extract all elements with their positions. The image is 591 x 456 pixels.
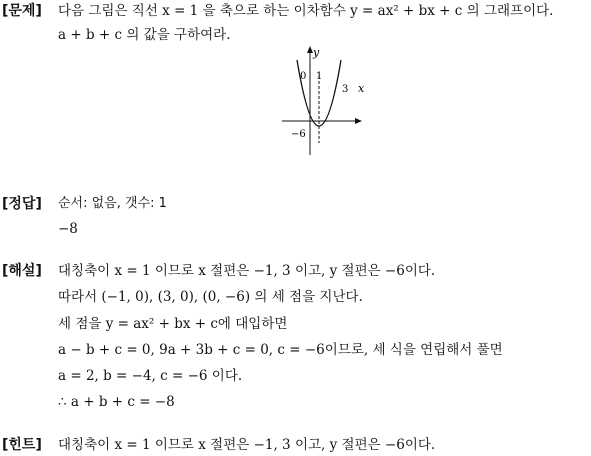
answer-line-2: −8 [58, 221, 78, 237]
parabola-graph [282, 42, 372, 157]
x-axis-arrow [355, 118, 362, 124]
x-tick-1-label: 1 [316, 71, 323, 82]
x-tick-3-label: 3 [342, 84, 349, 95]
solution-line-6: ∴ a + b + c = −8 [58, 394, 175, 410]
answer-label: [정답] [2, 196, 42, 212]
hint-label: [힌트] [2, 437, 42, 453]
x-axis-label: x [358, 82, 365, 95]
problem-label: [문제] [2, 3, 42, 19]
solution-line-3: 세 점을 y = ax² + bx + c에 대입하면 [58, 316, 288, 332]
problem-line-1: 다음 그림은 직선 x = 1 을 축으로 하는 이차함수 y = ax² + bx + c 의 그래프이다. [58, 3, 554, 19]
answer-line-1: 순서: 없음, 갯수: 1 [58, 196, 167, 211]
hint-line-1: 대칭축이 x = 1 이므로 x 절편은 −1, 3 이고, y 절편은 −6이다. [58, 437, 436, 453]
solution-line-2: 따라서 (−1, 0), (3, 0), (0, −6) 의 세 점을 지난다. [58, 289, 363, 305]
origin-label: 0 [300, 71, 307, 82]
y-axis-label: y [313, 46, 320, 59]
solution-line-5: a = 2, b = −4, c = −6 이다. [58, 368, 243, 384]
solution-line-1: 대칭축이 x = 1 이므로 x 절편은 −1, 3 이고, y 절편은 −6이다. [58, 263, 436, 279]
y-tick-neg6-label: −6 [291, 129, 306, 140]
solution-line-4: a − b + c = 0, 9a + 3b + c = 0, c = −6이므로, 세 식을 연립해서 풀면 [58, 342, 503, 358]
solution-label: [해설] [2, 263, 42, 279]
problem-line-2: a + b + c 의 값을 구하여라. [58, 27, 231, 43]
